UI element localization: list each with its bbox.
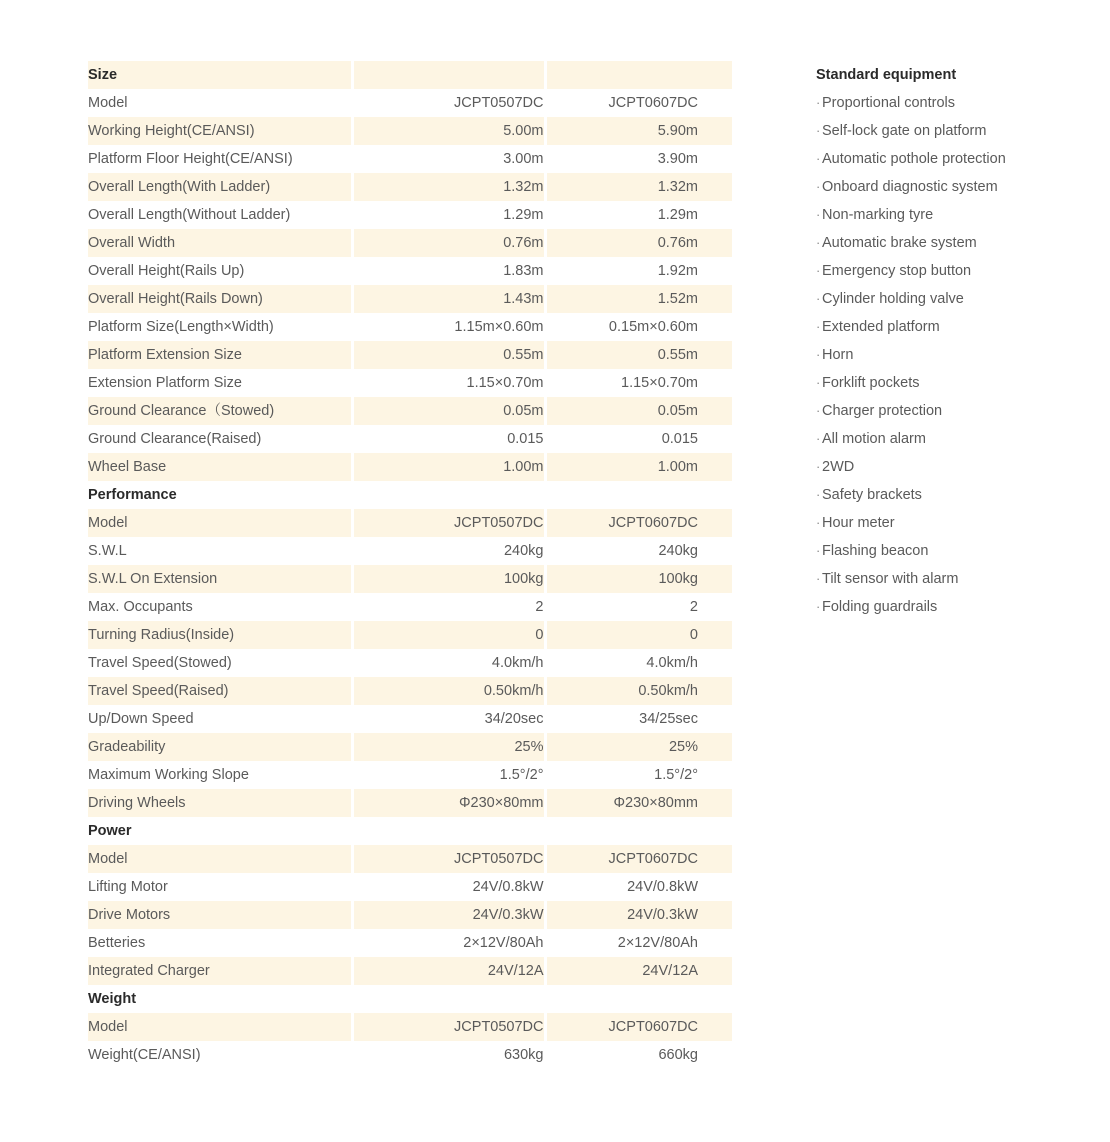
equipment-item-label: Horn [822,347,854,363]
row-label: Betteries [88,929,352,957]
row-label: Integrated Charger [88,957,352,985]
cell-model-a [352,481,545,509]
bullet-icon: · [816,123,821,138]
table-row [88,1013,732,1041]
equipment-list-item [816,117,1076,145]
row-label: Weight(CE/ANSI) [88,1041,352,1069]
cell-model-b: 1.5°/2° [545,761,732,789]
row-label: Model [88,509,352,537]
row-label: S.W.L [88,537,352,565]
cell-model-a: 4.0km/h [352,649,545,677]
cell-model-a: 0.015 [352,425,545,453]
section-heading: Power [88,817,352,845]
cell-model-a: JCPT0507DC [352,509,545,537]
cell-model-a: 24V/0.3kW [352,901,545,929]
cell-model-b: JCPT0607DC [545,845,732,873]
table-row [88,453,732,481]
cell-model-a: 1.29m [352,201,545,229]
cell-model-b: 24V/12A [545,957,732,985]
cell-model-b: 5.90m [545,117,732,145]
equipment-item-label: Folding guardrails [822,599,938,615]
equipment-item-label: Hour meter [822,515,895,531]
row-label: Maximum Working Slope [88,761,352,789]
table-row [88,369,732,397]
bullet-icon: · [816,571,821,586]
cell-model-a: Φ230×80mm [352,789,545,817]
table-row [88,621,732,649]
row-label: Model [88,1013,352,1041]
specification-table-body [88,61,732,1069]
cell-model-a: 1.43m [352,285,545,313]
equipment-item-label: Cylinder holding valve [822,291,964,307]
table-row [88,957,732,985]
cell-model-a: 25% [352,733,545,761]
cell-model-b: JCPT0607DC [545,89,732,117]
bullet-icon: · [816,403,821,418]
equipment-item-label: Extended platform [822,319,940,335]
table-row [88,285,732,313]
table-row [88,901,732,929]
row-label: Overall Length(With Ladder) [88,173,352,201]
row-label: Overall Height(Rails Down) [88,285,352,313]
equipment-item-label: Tilt sensor with alarm [822,571,959,587]
equipment-item-label: Non-marking tyre [822,207,934,223]
cell-model-a: 34/20sec [352,705,545,733]
bullet-icon: · [816,95,821,110]
cell-model-b: 34/25sec [545,705,732,733]
equipment-list-item [816,173,1076,201]
cell-model-b: 2×12V/80Ah [545,929,732,957]
row-label: Extension Platform Size [88,369,352,397]
table-row [88,313,732,341]
cell-model-b: 2 [545,593,732,621]
equipment-list-item [816,481,1076,509]
table-row [88,397,732,425]
equipment-item-label: Self-lock gate on platform [822,123,987,139]
row-label: Turning Radius(Inside) [88,621,352,649]
table-row [88,789,732,817]
equipment-item-label: Proportional controls [822,95,955,111]
equipment-item-label: Onboard diagnostic system [822,179,998,195]
cell-model-b [545,985,732,1013]
cell-model-a [352,985,545,1013]
equipment-list-item [816,89,1076,117]
specification-table [88,61,732,1069]
table-row [88,929,732,957]
cell-model-b: 0.50km/h [545,677,732,705]
cell-model-b [545,481,732,509]
bullet-icon: · [816,263,821,278]
section-heading: Weight [88,985,352,1013]
cell-model-a: 630kg [352,1041,545,1069]
table-row [88,845,732,873]
equipment-list-item [816,397,1076,425]
cell-model-b: 0.55m [545,341,732,369]
equipment-list-item [816,509,1076,537]
table-row [88,649,732,677]
row-label: Model [88,845,352,873]
cell-model-b: JCPT0607DC [545,1013,732,1041]
cell-model-b [545,61,732,89]
equipment-list-item [816,453,1076,481]
equipment-item-label: 2WD [822,459,855,475]
cell-model-a: 0 [352,621,545,649]
cell-model-a [352,817,545,845]
row-label: Up/Down Speed [88,705,352,733]
table-row [88,761,732,789]
table-row [88,173,732,201]
equipment-list-item [816,145,1076,173]
cell-model-b: 0.15m×0.60m [545,313,732,341]
cell-model-b: 1.92m [545,257,732,285]
table-row [88,145,732,173]
cell-model-a: 24V/0.8kW [352,873,545,901]
cell-model-b: 1.15×0.70m [545,369,732,397]
equipment-item-label: Automatic pothole protection [822,151,1006,167]
section-heading: Size [88,61,352,89]
row-label: Model [88,89,352,117]
cell-model-a: 1.00m [352,453,545,481]
cell-model-b: 660kg [545,1041,732,1069]
row-label: Working Height(CE/ANSI) [88,117,352,145]
equipment-list-item [816,229,1076,257]
cell-model-b: 1.52m [545,285,732,313]
table-row [88,425,732,453]
bullet-icon: · [816,235,821,250]
standard-equipment-panel [816,61,1076,621]
table-row [88,229,732,257]
table-row [88,1041,732,1069]
cell-model-a: 0.05m [352,397,545,425]
bullet-icon: · [816,599,821,614]
cell-model-a: 240kg [352,537,545,565]
cell-model-b: 1.00m [545,453,732,481]
equipment-item-label: Emergency stop button [822,263,972,279]
table-row [88,201,732,229]
cell-model-a: 100kg [352,565,545,593]
cell-model-b: 1.29m [545,201,732,229]
equipment-list-item [816,369,1076,397]
cell-model-b: Φ230×80mm [545,789,732,817]
cell-model-a: 1.15m×0.60m [352,313,545,341]
row-label: Wheel Base [88,453,352,481]
standard-equipment-title: Standard equipment [816,67,957,83]
equipment-item-label: Flashing beacon [822,543,929,559]
cell-model-b: JCPT0607DC [545,509,732,537]
bullet-icon: · [816,347,821,362]
table-row [88,257,732,285]
cell-model-b: 0.015 [545,425,732,453]
equipment-list-item [816,257,1076,285]
table-row [88,509,732,537]
standard-equipment-list [816,89,1076,621]
cell-model-b: 100kg [545,565,732,593]
cell-model-b: 4.0km/h [545,649,732,677]
bullet-icon: · [816,151,821,166]
bullet-icon: · [816,543,821,558]
equipment-list-item [816,565,1076,593]
cell-model-a: JCPT0507DC [352,89,545,117]
cell-model-a: 2×12V/80Ah [352,929,545,957]
row-label: Overall Height(Rails Up) [88,257,352,285]
bullet-icon: · [816,487,821,502]
table-row [88,677,732,705]
bullet-icon: · [816,459,821,474]
row-label: Driving Wheels [88,789,352,817]
cell-model-a: 0.55m [352,341,545,369]
bullet-icon: · [816,319,821,334]
cell-model-a: 3.00m [352,145,545,173]
table-section-row [88,61,732,89]
table-row [88,705,732,733]
cell-model-a: 2 [352,593,545,621]
row-label: Ground Clearance（Stowed) [88,397,352,425]
bullet-icon: · [816,515,821,530]
row-label: Ground Clearance(Raised) [88,425,352,453]
row-label: Max. Occupants [88,593,352,621]
table-row [88,341,732,369]
cell-model-b: 240kg [545,537,732,565]
table-row [88,89,732,117]
cell-model-b: 24V/0.3kW [545,901,732,929]
equipment-list-item [816,201,1076,229]
equipment-item-label: Charger protection [822,403,943,419]
cell-model-a: JCPT0507DC [352,1013,545,1041]
cell-model-a: 0.76m [352,229,545,257]
bullet-icon: · [816,291,821,306]
table-section-row [88,481,732,509]
row-label: Drive Motors [88,901,352,929]
cell-model-b: 0 [545,621,732,649]
table-row [88,873,732,901]
section-heading: Performance [88,481,352,509]
cell-model-a [352,61,545,89]
row-label: S.W.L On Extension [88,565,352,593]
row-label: Overall Length(Without Ladder) [88,201,352,229]
row-label: Travel Speed(Raised) [88,677,352,705]
table-section-row [88,817,732,845]
cell-model-a: 1.32m [352,173,545,201]
row-label: Platform Extension Size [88,341,352,369]
cell-model-b [545,817,732,845]
table-row [88,593,732,621]
bullet-icon: · [816,375,821,390]
cell-model-b: 24V/0.8kW [545,873,732,901]
cell-model-b: 0.05m [545,397,732,425]
table-row [88,733,732,761]
cell-model-a: 1.15×0.70m [352,369,545,397]
table-row [88,117,732,145]
row-label: Overall Width [88,229,352,257]
table-row [88,565,732,593]
cell-model-b: 0.76m [545,229,732,257]
equipment-item-label: Safety brackets [822,487,922,503]
equipment-list-item [816,341,1076,369]
equipment-item-label: All motion alarm [822,431,926,447]
row-label: Platform Floor Height(CE/ANSI) [88,145,352,173]
equipment-item-label: Automatic brake system [822,235,977,251]
equipment-list-item [816,285,1076,313]
table-section-row [88,985,732,1013]
table-row [88,537,732,565]
row-label: Platform Size(Length×Width) [88,313,352,341]
cell-model-a: 24V/12A [352,957,545,985]
bullet-icon: · [816,207,821,222]
row-label: Gradeability [88,733,352,761]
cell-model-b: 3.90m [545,145,732,173]
equipment-list-item [816,593,1076,621]
cell-model-b: 1.32m [545,173,732,201]
equipment-list-item [816,313,1076,341]
equipment-list-item [816,425,1076,453]
row-label: Travel Speed(Stowed) [88,649,352,677]
cell-model-b: 25% [545,733,732,761]
bullet-icon: · [816,179,821,194]
cell-model-a: 5.00m [352,117,545,145]
row-label: Lifting Motor [88,873,352,901]
cell-model-a: 1.83m [352,257,545,285]
equipment-item-label: Forklift pockets [822,375,920,391]
cell-model-a: 0.50km/h [352,677,545,705]
cell-model-a: 1.5°/2° [352,761,545,789]
bullet-icon: · [816,431,821,446]
equipment-list-item [816,537,1076,565]
cell-model-a: JCPT0507DC [352,845,545,873]
